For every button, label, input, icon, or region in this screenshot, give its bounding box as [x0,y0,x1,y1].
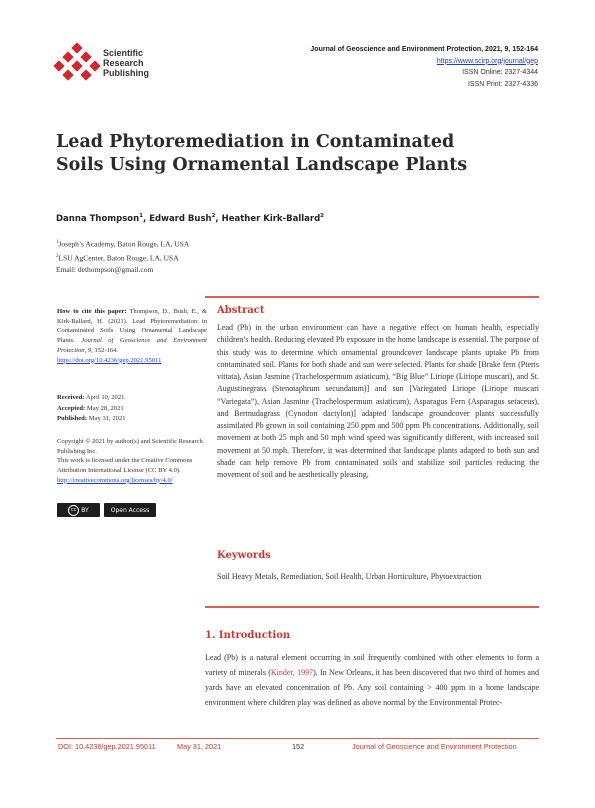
author-name: Heather Kirk-Ballard [221,213,321,224]
author-list: Danna Thompson$^1$, Edward Bush$^2$, Heather Kirk-Ballard$^2$ [56,213,324,224]
license-link[interactable]: http://creativecommons.org/licenses/by/4.0/ [57,476,173,484]
cc-by-badge[interactable] [57,503,100,517]
footer-rule [56,738,539,739]
journal-citation: Journal of Geoscience and Environment Protection, 2021, 9, 152-164 [310,46,538,53]
license-block: Copyright © 2021 by author(s) and Scientific Research Publishing Inc. This work is licensed under the Creative Commons Attribution International License (CC BY 4.0). http://creativecommons.org/licenses/by/4.0/ [57,437,207,486]
author-name: Edward Bush [149,213,212,224]
keywords-heading: Keywords [217,550,271,561]
author-email: Email: dethompson@gmail.com [56,265,154,274]
citation-block: How to cite this paper: Thompson, D., Bush, E., & Kirk-Ballard, H. (2021). Lead Phytoremediation in Contaminated Soils Using Ornamental Landscape Plants. Journal of Geoscience and Environment Protection, 9, 152-164. https://doi.org/10.4236/gep.2021.95011 [57,308,207,364]
journal-url-link[interactable]: https://www.scirp.org/journal/gep [436,57,538,65]
license-badges [57,503,156,517]
footer-doi: DOI: 10.4236/gep.2021.95011 [58,742,156,751]
dates-block: Received: April 10, 2021 Accepted: May 28, 2021 Published: May 31, 2021 [57,394,126,422]
citation-link[interactable]: Kinder, 1997 [270,667,314,677]
footer-page-number: 152 [292,742,305,751]
cc-icon: cc [68,505,79,516]
abstract-heading: Abstract [217,305,265,316]
footer-date: May 31, 2021 [177,742,222,751]
footer-journal: Journal of Geoscience and Environment Protection [352,742,517,751]
issn-print: ISSN Print: 2327-4336 [467,80,538,88]
open-access-badge[interactable]: Open Access [104,503,156,517]
paper-title: Lead Phytoremediation in Contaminated Soils Using Ornamental Landscape Plants [56,132,468,175]
publisher-logo-icon [53,42,101,82]
author-name: Danna Thompson [56,213,140,224]
doi-link[interactable]: https://doi.org/10.4236/gep.2021.95011 [57,356,162,364]
keywords-bottom-rule [205,606,539,608]
introduction-text: Lead (Pb) is a natural element occurring in soil frequently combined with other elements to form a variety of minerals (Kinder, 1997). In New Orleans, it has been discovered that two third of homes and yards have an elevated concentration of Pb. Any soil containing > 400 ppm in a home landscape environment where children play was defined as above normal by the Environmental Protec- [205,653,539,707]
introduction-heading: 1. Introduction [205,630,291,641]
by-icon: BY [81,506,89,514]
issn-online: ISSN Online: 2327-4344 [462,69,538,76]
journal-header [310,44,538,90]
abstract-top-rule [205,296,539,298]
keywords-text: Soil Heavy Metals, Remediation, Soil Health, Urban Horticulture, Phytoextraction [217,572,482,581]
affiliations: $^1$Joseph’s Academy, Baton Rouge, LA, USA $^2$LSU AgCenter, Baton Rouge, LA, USA Email: dethompson@gmail.com [56,239,190,274]
abstract-text: Lead (Pb) in the urban environment can have a negative effect on human health, especially children’s health. Reducing elevated Pb exposure in the home landscape is essential. The purpose of this study was to determine which ornamental groundcover landscape plants uptake Pb from contaminated soil. Plants for both shade and sun were selected. Plants for shade [Brake fern (Pteris vittata), Asian Jasmine (Trachelospermum asiaticum), “Big Blue” Liriope (Liriope muscari), and St. Augustinegrass (Stenotaphrum secundatum)] and sun [Variegated Liriope (Liriope muscari “Variegata”), Asian Jasmine (Trachelospermum asiaticum), Asparagus Fern (Asparagus setaceus), and Bermudagrass (Cynodon dactylon)] adapted landscape groundcover plants successfully assimilated Pb grown in soil containing 250 ppm and 500 ppm Pb concentrations. Additionally, soil movement at both 25 mph and 50 mph wind speed was significantly different, with increased soil movement at 50 mph. Therefore, it was determined that landscape plants adapted to both sun and shade can help remove Pb from contaminated soils and stabilize soil particles reducing the movement of soil and be aesthetically pleasing. [217,323,539,479]
publisher-name: Scientific Research Publishing [103,48,149,78]
